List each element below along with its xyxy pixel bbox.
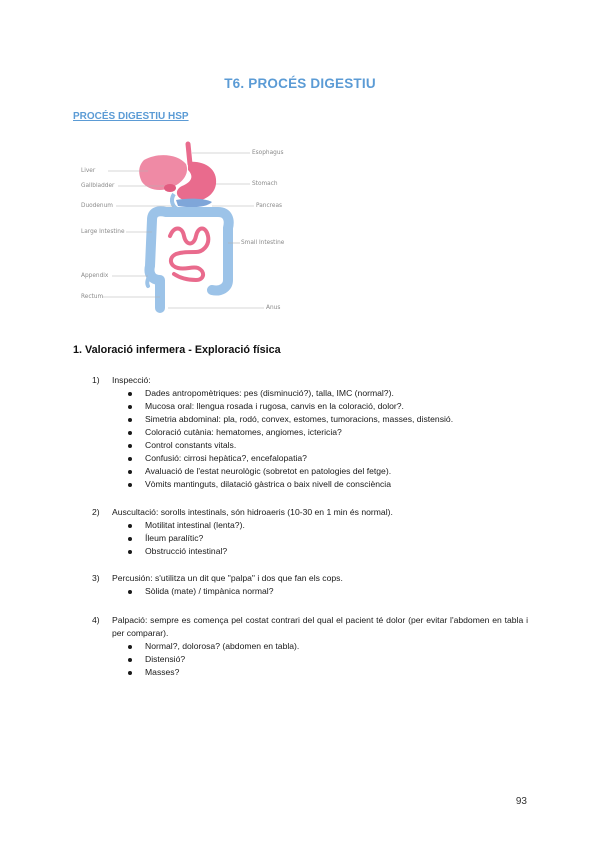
bullet-item: Normal?, dolorosa? (abdomen en tabla).: [128, 640, 299, 653]
item-number: 2): [92, 507, 100, 517]
label-stomach: Stomach: [252, 181, 278, 187]
item-text: Percusión: s'utilitza un dit que "palpa" i dos que fan els cops.: [112, 573, 343, 583]
bullet-list-1: [128, 387, 453, 491]
label-anus: Anus: [266, 305, 281, 311]
bullet-item: Avaluació de l'estat neurològic (sobretot en patologies del fetge).: [128, 465, 453, 478]
section-heading: 1. Valoració infermera - Exploració física: [73, 344, 281, 356]
bullet-item: Sòlida (mate) / timpànica normal?: [128, 585, 273, 598]
label-gallbladder: Gallbladder: [81, 183, 115, 189]
list-item-2: [92, 506, 393, 519]
page-title: T6. PROCÉS DIGESTIU: [224, 76, 376, 91]
item-number: 3): [92, 573, 100, 583]
label-esophagus: Esophagus: [252, 150, 284, 156]
item-number: 4): [92, 615, 100, 625]
bullet-item: Masses?: [128, 666, 299, 679]
label-liver: Liver: [81, 168, 96, 174]
bullet-item: Dades antropomètriques: pes (disminució?), talla, IMC (normal?).: [128, 387, 453, 400]
digestive-system-diagram: [78, 140, 293, 316]
list-item-4: [92, 614, 528, 640]
label-duodenum: Duodenum: [81, 203, 113, 209]
bullet-item: Motilitat intestinal (lenta?).: [128, 519, 245, 532]
label-large-intestine: Large Intestine: [81, 229, 125, 235]
bullet-item: Vòmits mantinguts, dilatació gàstrica o baix nivell de consciència: [128, 478, 453, 491]
section-subtitle: PROCÉS DIGESTIU HSP: [73, 111, 189, 122]
bullet-list-4: [128, 640, 299, 679]
page-number: 93: [515, 796, 527, 807]
label-appendix: Appendix: [81, 273, 109, 279]
bullet-list-3: [128, 585, 273, 598]
bullet-item: Coloració cutània: hematomes, angiomes, ictericia?: [128, 426, 453, 439]
item-text: Palpació: sempre es comença pel costat contrari del qual el pacient té dolor (per evitar l'abdomen en tabla i per comparar).: [112, 615, 528, 638]
item-text: Inspecció:: [112, 375, 151, 385]
bullet-item: Íleum paralític?: [128, 532, 245, 545]
label-pancreas: Pancreas: [256, 203, 283, 209]
label-small-intestine: Small Intestine: [241, 240, 285, 246]
bullet-item: Distensió?: [128, 653, 299, 666]
digestive-illustration: [78, 140, 293, 316]
list-item-3: [92, 572, 343, 585]
bullet-item: Obstrucció intestinal?: [128, 545, 245, 558]
bullet-list-2: [128, 519, 245, 558]
label-rectum: Rectum: [81, 294, 104, 300]
item-number: 1): [92, 375, 100, 385]
list-item-1: [92, 374, 151, 387]
bullet-item: Control constants vitals.: [128, 439, 453, 452]
bullet-item: Mucosa oral: llengua rosada i rugosa, canvis en la coloració, dolor?.: [128, 400, 453, 413]
item-text: Auscultació: sorolls intestinals, són hidroaeris (10-30 en 1 min és normal).: [112, 507, 393, 517]
bullet-item: Confusió: cirrosi hepàtica?, encefalopatia?: [128, 452, 453, 465]
bullet-item: Simetria abdominal: pla, rodó, convex, estomes, tumoracions, masses, distensió.: [128, 413, 453, 426]
